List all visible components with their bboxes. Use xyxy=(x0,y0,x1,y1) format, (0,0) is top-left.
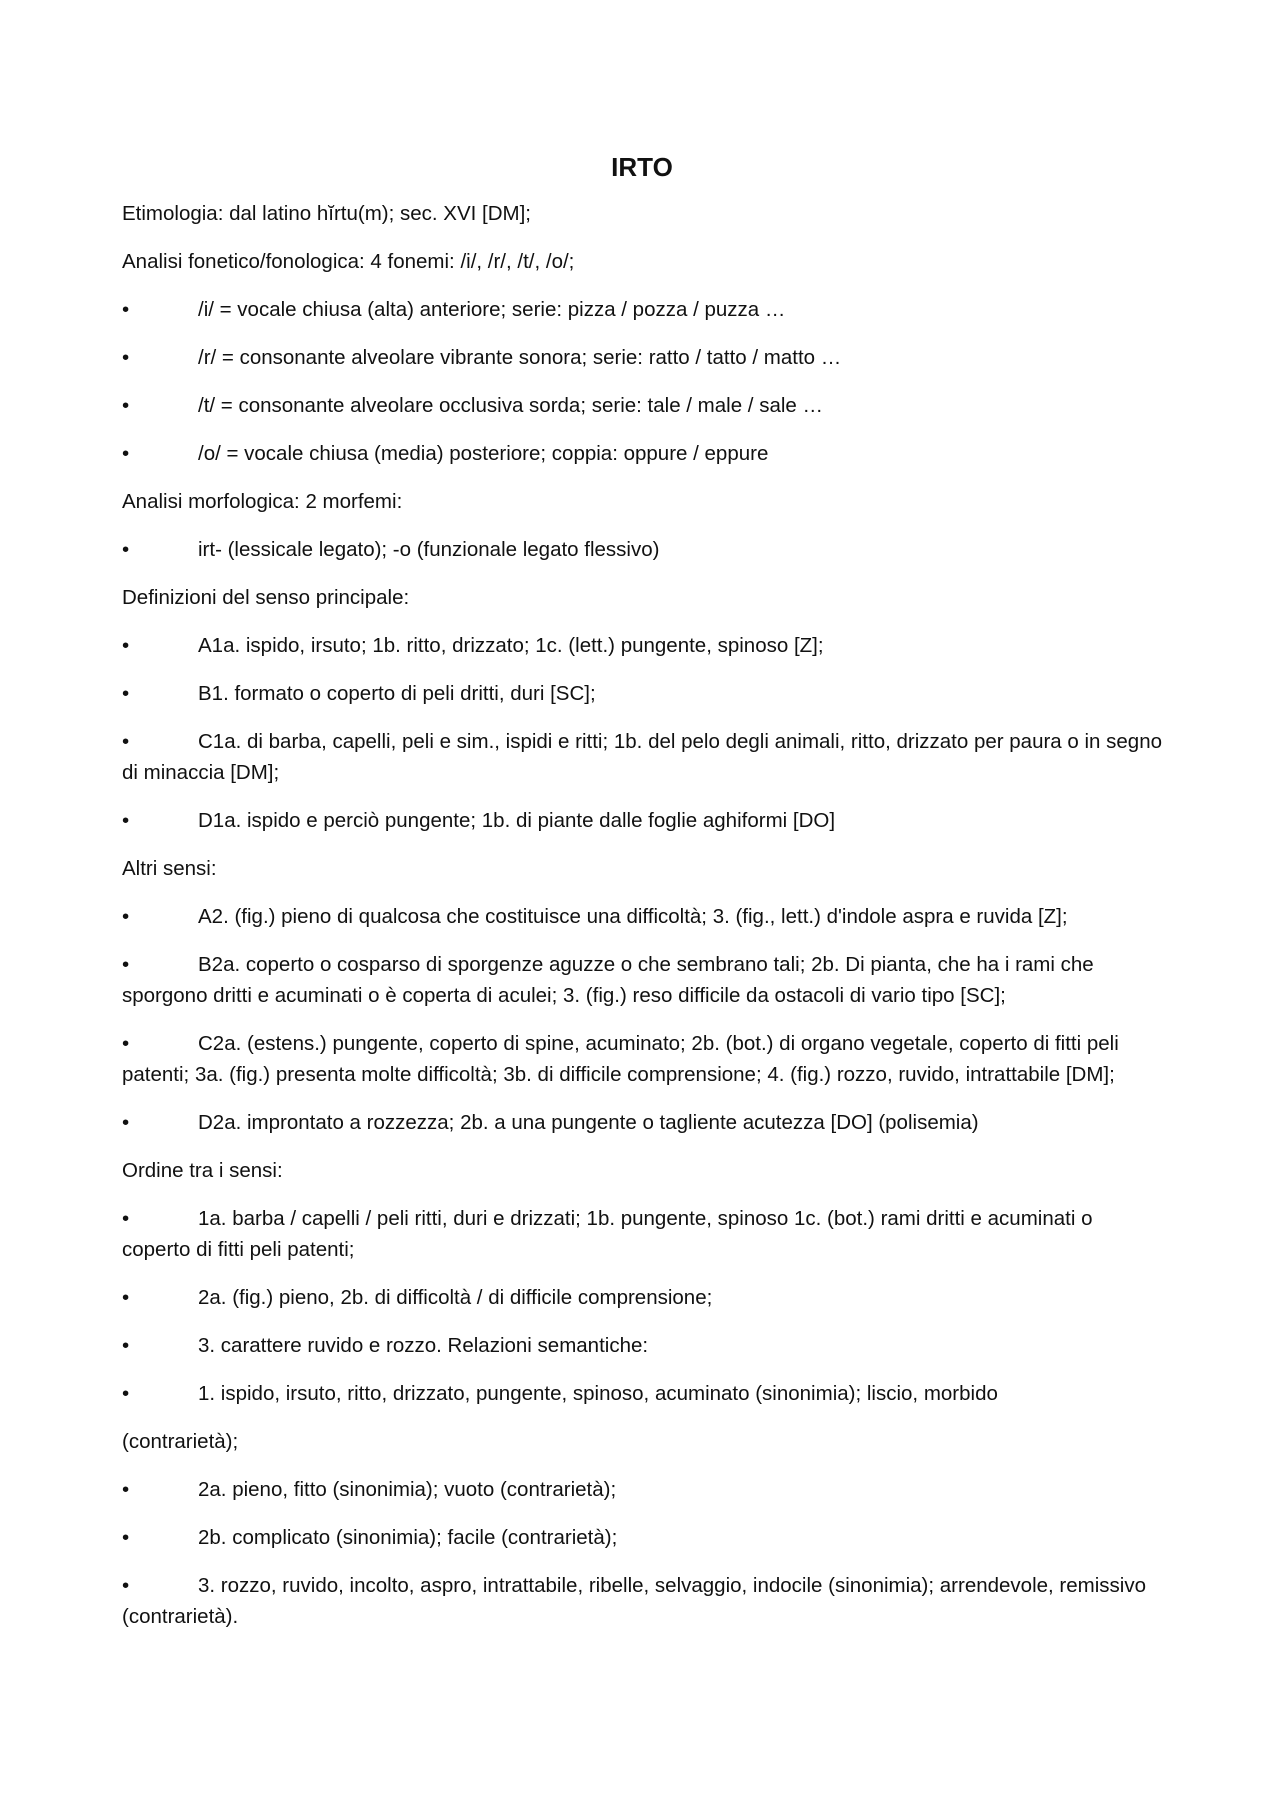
bullet-item xyxy=(122,534,1162,565)
bullet-icon: • xyxy=(122,394,130,417)
bullet-text: /o/ = vocale chiusa (media) posteriore; coppia: oppure / eppure xyxy=(198,442,769,465)
paragraph: Etimologia: dal latino hĭrtu(m); sec. XVI [DM]; xyxy=(122,202,531,225)
bullet-item xyxy=(122,294,1162,325)
bullet-item xyxy=(122,1330,1162,1361)
bullet-icon: • xyxy=(122,442,130,465)
bullet-item xyxy=(122,438,1162,469)
page-title: IRTO xyxy=(611,152,673,182)
bullet-item xyxy=(122,805,1162,836)
paragraph: Analisi fonetico/fonologica: 4 fonemi: /i/, /r/, /t/, /o/; xyxy=(122,250,575,273)
continuation-text: (contrarietà); xyxy=(122,1430,239,1453)
document-content xyxy=(122,198,1162,1632)
bullet-text: 2b. complicato (sinonimia); facile (contrarietà); xyxy=(198,1526,618,1549)
bullet-icon: • xyxy=(122,682,130,705)
bullet-icon: • xyxy=(122,1478,130,1501)
bullet-text: 3. carattere ruvido e rozzo. Relazioni semantiche: xyxy=(198,1334,649,1357)
bullet-text: 3. rozzo, ruvido, incolto, aspro, intrattabile, ribelle, selvaggio, indocile (sinonimia); arrendevole, remissivo (contrarietà). xyxy=(122,1574,1146,1628)
bullet-icon: • xyxy=(122,1032,130,1055)
bullet-icon: • xyxy=(122,634,130,657)
bullet-text: A2. (fig.) pieno di qualcosa che costituisce una difficoltà; 3. (fig., lett.) d'indole aspra e ruvida [Z]; xyxy=(198,905,1068,928)
bullet-icon: • xyxy=(122,1574,130,1597)
bullet-item xyxy=(122,901,1162,932)
bullet-item xyxy=(122,1107,1162,1138)
bullet-text: B1. formato o coperto di peli dritti, duri [SC]; xyxy=(198,682,596,705)
document-page xyxy=(122,150,1162,1649)
bullet-icon: • xyxy=(122,1526,130,1549)
bullet-item xyxy=(122,726,1162,788)
bullet-text: D1a. ispido e perciò pungente; 1b. di piante dalle foglie aghiformi [DO] xyxy=(198,809,836,832)
bullet-item xyxy=(122,1570,1162,1632)
bullet-item xyxy=(122,1378,1162,1409)
bullet-icon: • xyxy=(122,953,130,976)
bullet-text: 2a. (fig.) pieno, 2b. di difficoltà / di difficile comprensione; xyxy=(198,1286,713,1309)
bullet-icon: • xyxy=(122,730,130,753)
bullet-icon: • xyxy=(122,905,130,928)
bullet-icon: • xyxy=(122,809,130,832)
bullet-item xyxy=(122,1203,1162,1265)
bullet-text: irt- (lessicale legato); -o (funzionale legato flessivo) xyxy=(198,538,660,561)
bullet-text: 1. ispido, irsuto, ritto, drizzato, pungente, spinoso, acuminato (sinonimia); liscio, morbido xyxy=(198,1382,998,1405)
bullet-icon: • xyxy=(122,346,130,369)
bullet-item xyxy=(122,678,1162,709)
paragraph: Analisi morfologica: 2 morfemi: xyxy=(122,490,403,513)
bullet-icon: • xyxy=(122,298,130,321)
bullet-item xyxy=(122,390,1162,421)
bullet-item xyxy=(122,342,1162,373)
bullet-text: /i/ = vocale chiusa (alta) anteriore; serie: pizza / pozza / puzza … xyxy=(198,298,786,321)
bullet-text: /r/ = consonante alveolare vibrante sonora; serie: ratto / tatto / matto … xyxy=(198,346,842,369)
bullet-item xyxy=(122,1282,1162,1313)
bullet-text: 1a. barba / capelli / peli ritti, duri e drizzati; 1b. pungente, spinoso 1c. (bot.) rami dritti e acuminati o coperto di fitti peli patenti; xyxy=(122,1207,1093,1261)
bullet-icon: • xyxy=(122,1207,130,1230)
bullet-item xyxy=(122,630,1162,661)
paragraph: Ordine tra i sensi: xyxy=(122,1159,283,1182)
bullet-text: C2a. (estens.) pungente, coperto di spine, acuminato; 2b. (bot.) di organo vegetale, coperto di fitti peli patenti; 3a. (fig.) presenta molte difficoltà; 3b. di difficile comprensione; 4. (fig.) rozzo, ruvido, intrattabile [DM]; xyxy=(122,1032,1119,1086)
paragraph: Definizioni del senso principale: xyxy=(122,586,410,609)
bullet-item xyxy=(122,1028,1162,1090)
bullet-text: 2a. pieno, fitto (sinonimia); vuoto (contrarietà); xyxy=(198,1478,617,1501)
bullet-icon: • xyxy=(122,1382,130,1405)
bullet-icon: • xyxy=(122,1111,130,1134)
bullet-text: C1a. di barba, capelli, peli e sim., ispidi e ritti; 1b. del pelo degli animali, ritto, drizzato per paura o in segno di minaccia [DM]; xyxy=(122,730,1163,784)
bullet-text: B2a. coperto o cosparso di sporgenze aguzze o che sembrano tali; 2b. Di pianta, che ha i rami che sporgono dritti e acuminati o è coperta di aculei; 3. (fig.) reso difficile da ostacoli di vario tipo [SC]; xyxy=(122,953,1094,1007)
bullet-text: A1a. ispido, irsuto; 1b. ritto, drizzato; 1c. (lett.) pungente, spinoso [Z]; xyxy=(198,634,824,657)
bullet-item xyxy=(122,1474,1162,1505)
bullet-text: /t/ = consonante alveolare occlusiva sorda; serie: tale / male / sale … xyxy=(198,394,823,417)
bullet-icon: • xyxy=(122,1286,130,1309)
bullet-text: D2a. improntato a rozzezza; 2b. a una pungente o tagliente acutezza [DO] (polisemia) xyxy=(198,1111,979,1134)
bullet-icon: • xyxy=(122,538,130,561)
bullet-item xyxy=(122,949,1162,1011)
paragraph: Altri sensi: xyxy=(122,857,217,880)
bullet-icon: • xyxy=(122,1334,130,1357)
bullet-item xyxy=(122,1522,1162,1553)
